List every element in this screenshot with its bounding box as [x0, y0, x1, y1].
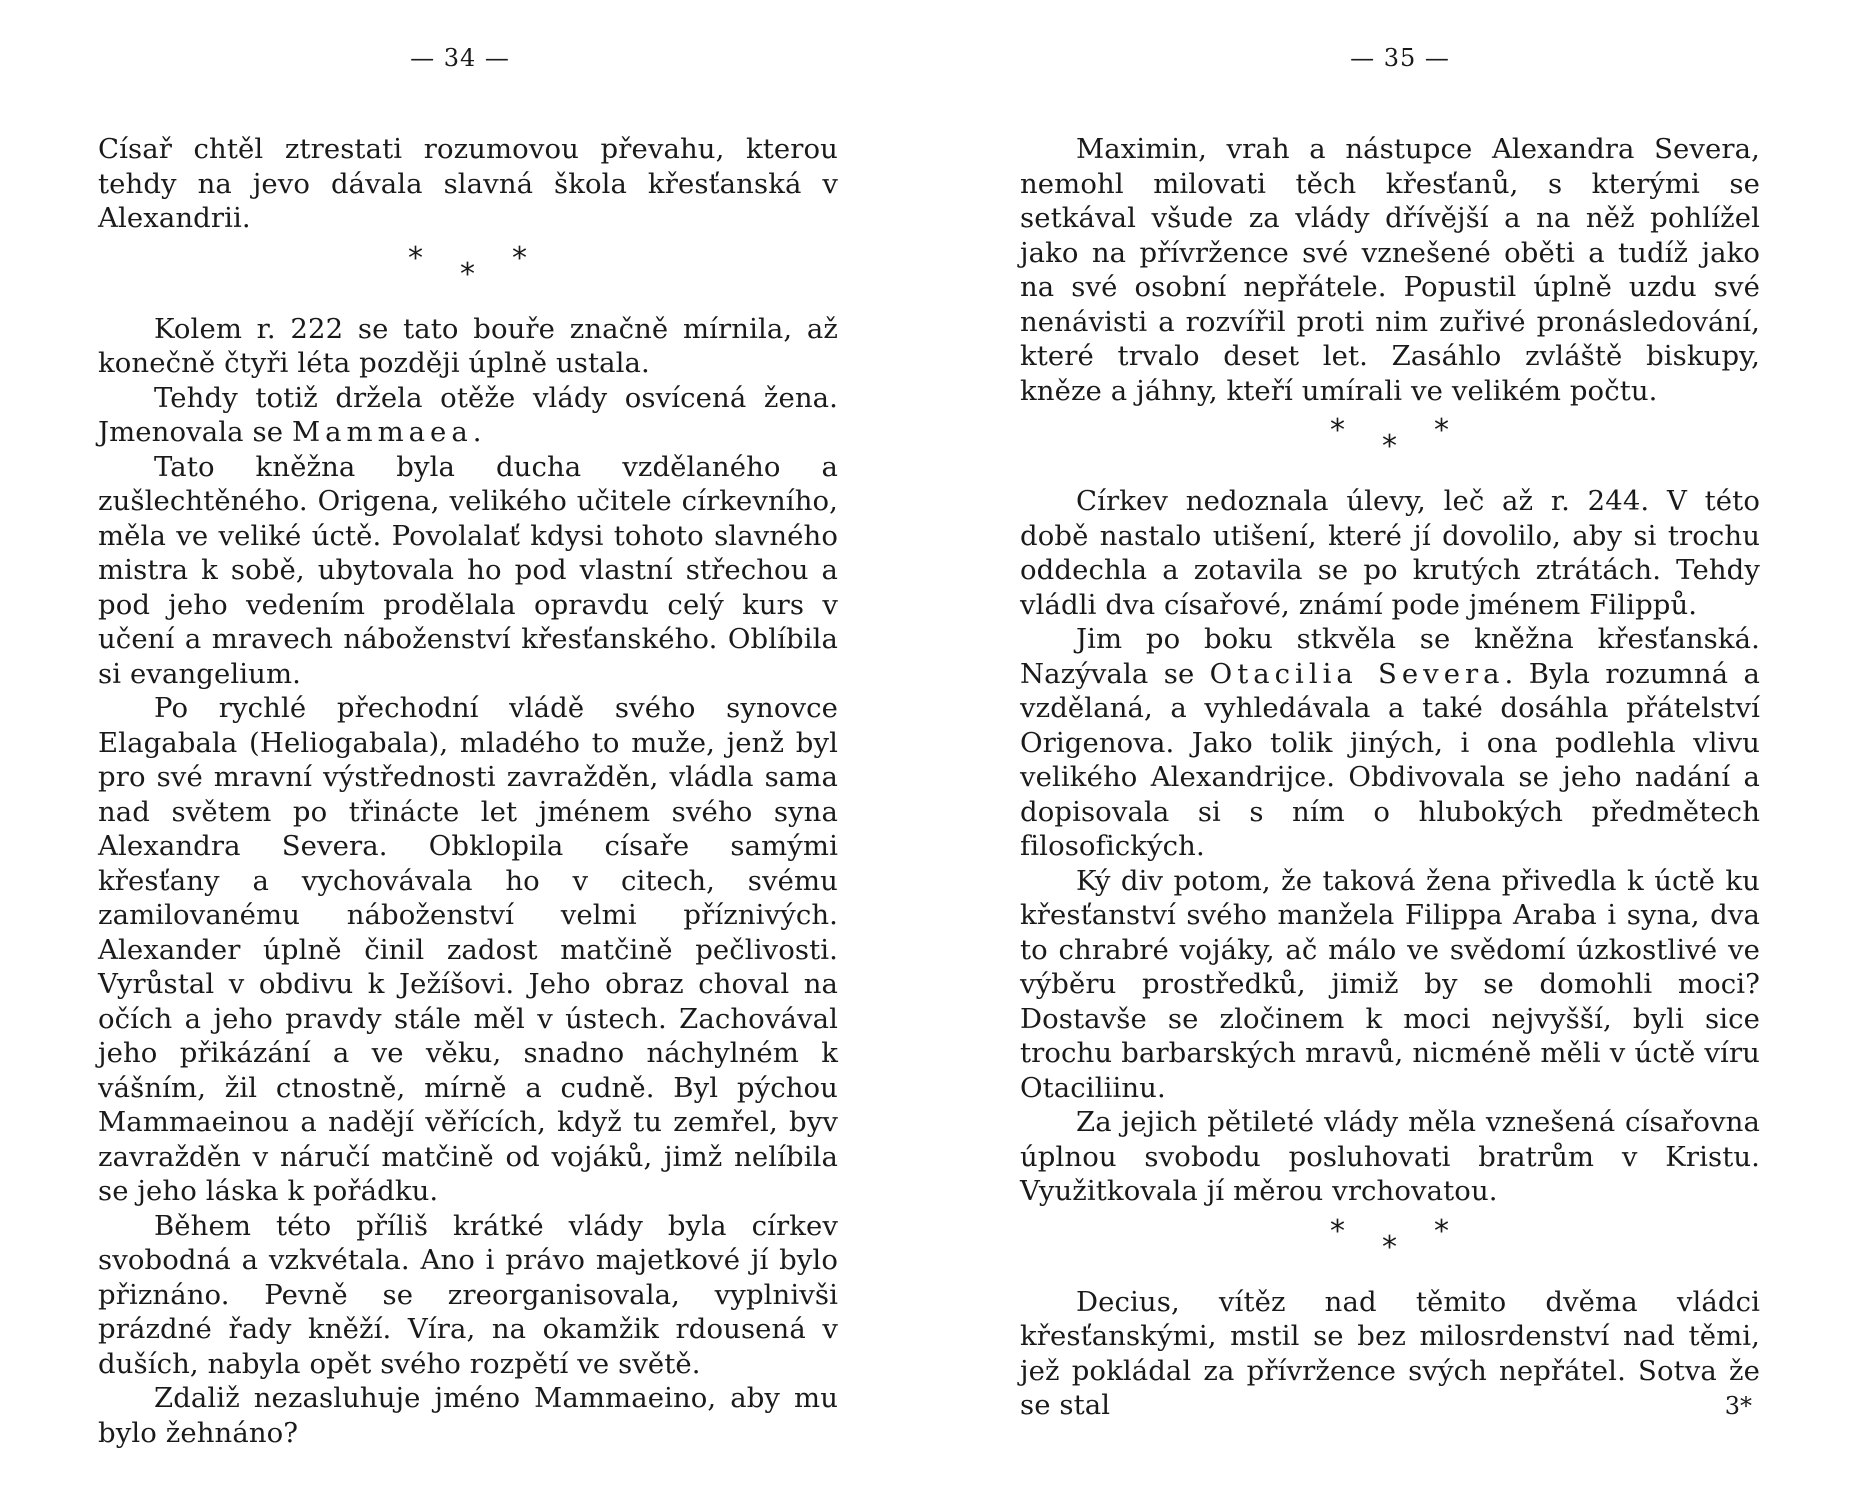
paragraph: Zdaliž nezasluhuje jméno Mammaeino, aby mu bylo žehnáno? [98, 1382, 838, 1449]
paragraph: Tato kněžna byla ducha vzdělaného a zušlechtěného. Origena, velikého učitele církevního, měla ve veliké úctě. Povolalať kdysi tohoto slavného mistra k sobě, ubytovala ho pod vlastní střechou a pod jeho vedením prodělala opravdu celý kurs v učení a mravech náboženství křesťanského. Oblíbila si evangelium. [98, 450, 838, 690]
paragraph: Po rychlé přechodní vládě svého synovce Elagabala (Heliogabala), mladého to muže, jenž byl pro své mravní výstřednosti zavražděn, vládla sama nad světem po třinácte let jménem svého syna Alexandra Severa. Obklopila císaře samými křesťany a vychovávala ho v citech, svému zamilovanému náboženství velmi příznivých. Alexander úplně činil zadost matčině pečlivosti. Vyrůstal v obdivu k Ježíšovi. Jeho obraz choval na očích a jeho pravdy stále měl v ústech. Zachovával jeho přikázání a ve věku, snadno náchylném k vášním, žil ctnostně, mírně a cudně. Byl pýchou Mammaeinou a nadějí věřících, když tu zemřel, byv zavražděn v náručí matčině od vojáků, jimž nelíbila se jeho láska k pořádku. [98, 692, 838, 1207]
paragraph: Ký div potom, že taková žena přivedla k úctě ku křesťanství svého manžela Filippa Araba i syna, dva to chrabré vojáky, ač málo ve svědomí úzkostlivé ve výběru prostředků, jimiž by se domohli moci? Dostavše se zločinem k moci nejvyšší, byli sice trochu barbarských mravů, nicméně měli v úctě víru Otaciliinu. [1020, 864, 1760, 1104]
separator-star: * [1434, 1213, 1450, 1249]
paragraph-text: . [472, 416, 482, 448]
section-separator [388, 236, 548, 312]
paragraph-text: . Byla rozumná a vzdělaná, a vyhledávala a také dosáhla přátelství Origenova. Jako tolik jiných, i ona podlehla vlivu velikého Alexandrijce. Obdivovala se jeho nadání a dopisovala si s ním o hlubokých předmětech filosofických. [1020, 657, 1760, 862]
paragraph: Maximin, vrah a nástupce Alexandra Severa, nemohl milovati těch křesťanů, s kterými se setkával všude za vlády dřívější a na něž pohlížel jako na přívržence své vznešené oběti a tudíž jako na své osobní nepřátele. Popustil úplně uzdu své nenávisti a rozvířil proti nim zuřivé pronásledování, které trvalo deset let. Zasáhlo zvláště biskupy, kněze a jáhny, kteří umírali ve velikém počtu. [1020, 133, 1760, 407]
separator-star: * [1330, 1213, 1346, 1249]
separator-star: * [1330, 413, 1346, 448]
paragraph [1020, 622, 1760, 864]
paragraph-text: Jim po boku stkvěla se kněžna křesťanská. Nazývala se [1020, 623, 1760, 690]
page-text [1020, 132, 1760, 1423]
emphasized-name: Mammaea [291, 416, 473, 448]
page-text [98, 132, 838, 1450]
separator-star: * [1434, 413, 1450, 448]
left-page [98, 0, 838, 1500]
paragraph: Kolem r. 222 se tato bouře značně mírnila, až konečně čtyři léta později úplně ustala. [98, 312, 838, 379]
section-separator [1310, 1209, 1470, 1285]
section-separator [1310, 408, 1470, 484]
paragraph [98, 381, 838, 450]
paragraph: Císař chtěl ztrestati rozumovou převahu, kterou tehdy na jevo dávala slavná škola křesťanská v Alexandrii. [98, 133, 838, 234]
separator-star: * [1382, 1229, 1398, 1265]
right-page [1020, 0, 1760, 1500]
paragraph: Během této příliš krátké vlády byla církev svobodná a vzkvétala. Ano i právo majetkové jí bylo přiznáno. Pevně se zreorganisovala, vyplnivši prázdné řady kněží. Víra, na okamžik rdousená v duších, nabyla opět svého rozpětí ve světě. [98, 1209, 838, 1380]
separator-star: * [512, 240, 528, 276]
printer-signature-mark: 3* [1724, 1392, 1752, 1420]
paragraph-text: Tehdy totiž držela otěže vlády osvícená žena. Jmenovala se [98, 381, 838, 448]
paragraph: Decius, vítěz nad těmito dvěma vládci křesťanskými, mstil se bez milosrdenství nad těmi, jež pokládal za přívržence svých nepřátel. Sotva že se stal [1020, 1285, 1760, 1421]
separator-star: * [408, 240, 424, 276]
page-number: — 34 — [410, 44, 510, 72]
paragraph: Za jejich pětileté vlády měla vznešená císařovna úplnou svobodu posluhovati bratrům v Kristu. Využitkovala jí měrou vrchovatou. [1020, 1106, 1760, 1207]
page-number: — 35 — [1350, 44, 1450, 72]
emphasized-name: Otacilia Severa [1209, 657, 1505, 690]
separator-star: * [1382, 429, 1398, 464]
separator-star: * [460, 256, 476, 292]
paragraph: Církev nedoznala úlevy, leč až r. 244. V této době nastalo utišení, které jí dovolilo, aby si trochu oddechla a zotavila se po krutých ztrátách. Tehdy vládli dva císařové, známí pode jménem Filippů. [1020, 485, 1760, 621]
signature-mark-wrap [1660, 1380, 1760, 1420]
